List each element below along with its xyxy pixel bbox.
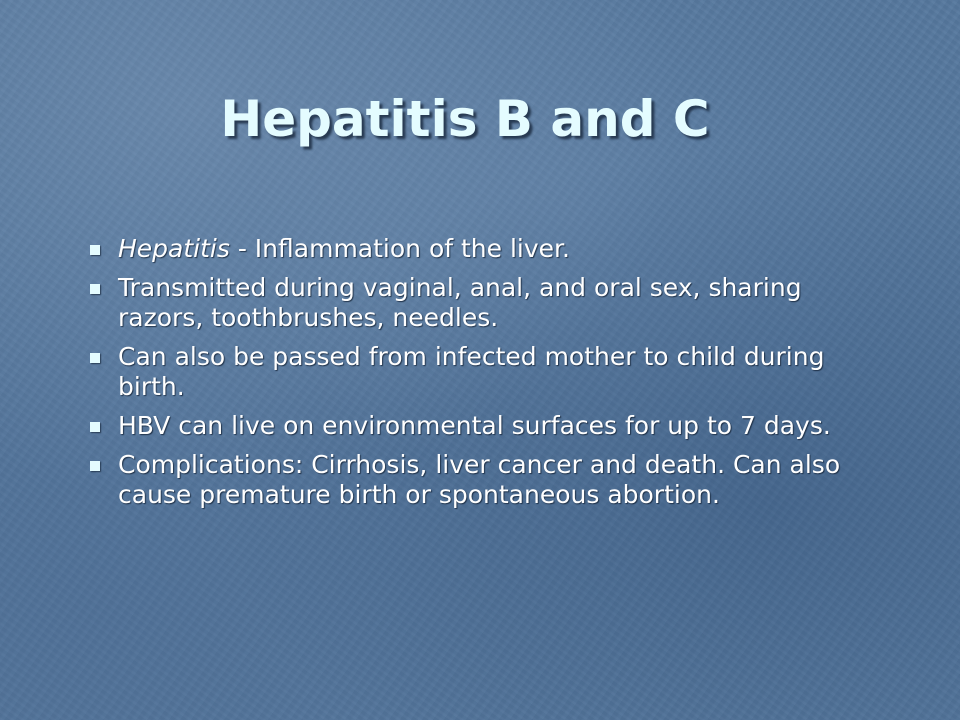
bullet-list: [90, 234, 870, 519]
square-bullet-icon: [90, 422, 100, 432]
square-bullet-icon: [90, 461, 100, 471]
bullet-text: Transmitted during vaginal, anal, and oral sex, sharing razors, toothbrushes, needles.: [118, 273, 802, 332]
bullet-text: Can also be passed from infected mother to child during birth.: [118, 342, 825, 401]
square-bullet-icon: [90, 245, 100, 255]
bullet-text: - Inflammation of the liver.: [229, 234, 570, 263]
slide-title: Hepatitis B and C: [220, 90, 710, 148]
list-item: [90, 273, 870, 333]
bullet-text: Complications: Cirrhosis, liver cancer and death. Can also cause premature birth or spontaneous abortion.: [118, 450, 841, 509]
list-item: [90, 450, 870, 510]
bullet-term: Hepatitis: [118, 234, 230, 263]
list-item: [90, 411, 870, 441]
bullet-text: HBV can live on environmental surfaces for up to 7 days.: [118, 411, 831, 440]
square-bullet-icon: [90, 284, 100, 294]
square-bullet-icon: [90, 353, 100, 363]
list-item: [90, 342, 870, 402]
list-item: [90, 234, 870, 264]
